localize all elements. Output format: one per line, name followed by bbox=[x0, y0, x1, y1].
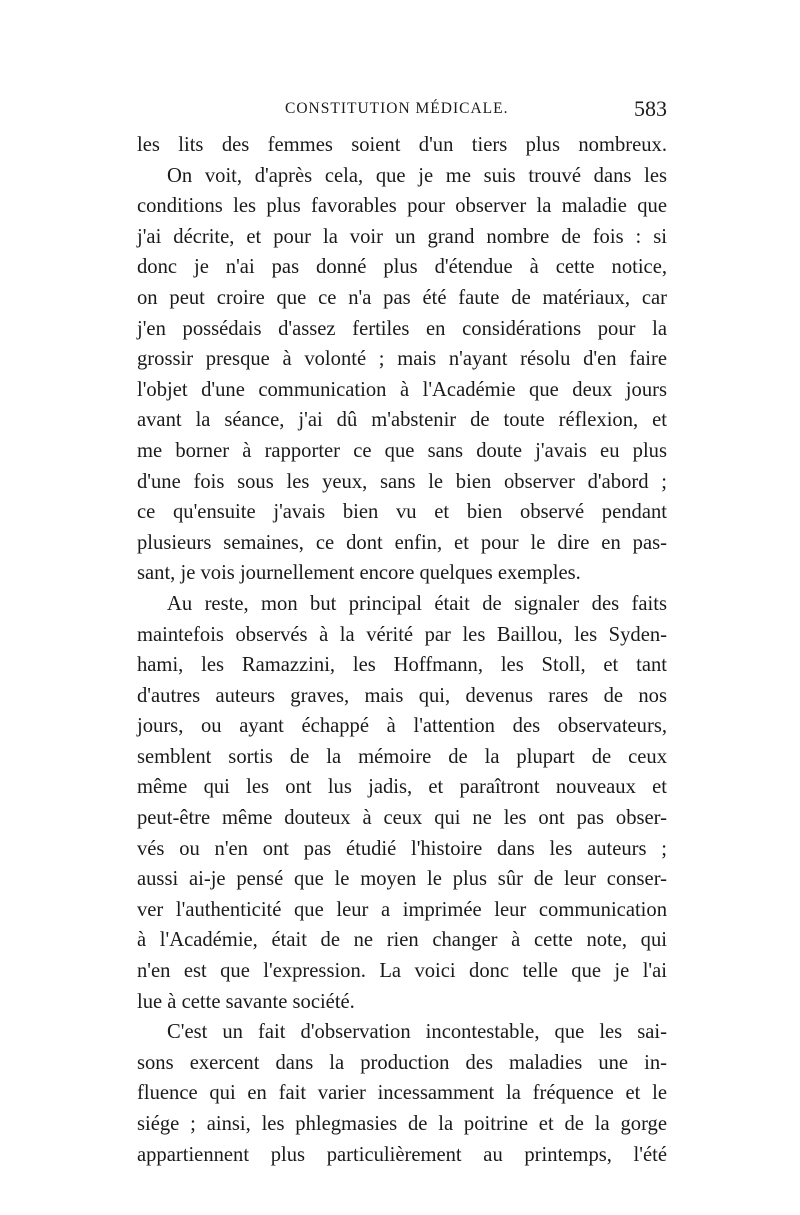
body-text bbox=[137, 130, 667, 1170]
text-line: ce qu'ensuite j'avais bien vu et bien observé pendant bbox=[137, 501, 667, 524]
text-line: sons exercent dans la production des maladies une in- bbox=[137, 1051, 667, 1074]
text-line: peut-être même douteux à ceux qui ne les ont pas obser- bbox=[137, 807, 667, 830]
text-line: fluence qui en fait varier incessamment la fréquence et le bbox=[137, 1082, 667, 1105]
text-line: même qui les ont lus jadis, et paraîtront nouveaux et bbox=[137, 776, 667, 799]
text-line: jours, ou ayant échappé à l'attention des observateurs, bbox=[137, 715, 667, 738]
text-line: j'ai décrite, et pour la voir un grand nombre de fois : si bbox=[137, 225, 667, 248]
text-line: plusieurs semaines, ce dont enfin, et pour le dire en pas- bbox=[137, 531, 667, 554]
text-line: C'est un fait d'observation incontestable, que les sai- bbox=[167, 1021, 667, 1044]
text-line: les lits des femmes soient d'un tiers plus nombreux. bbox=[137, 134, 667, 156]
text-line: aussi ai-je pensé que le moyen le plus sûr de leur conser- bbox=[137, 868, 667, 891]
text-line: maintefois observés à la vérité par les Baillou, les Syden- bbox=[137, 623, 667, 646]
text-line: semblent sortis de la mémoire de la plupart de ceux bbox=[137, 745, 667, 768]
text-line: vés ou n'en ont pas étudié l'histoire dans les auteurs ; bbox=[137, 837, 667, 860]
text-line: donc je n'ai pas donné plus d'étendue à cette notice, bbox=[137, 256, 667, 279]
text-line: hami, les Ramazzini, les Hoffmann, les Stoll, et tant bbox=[137, 654, 667, 677]
page-header bbox=[137, 96, 667, 126]
text-line: Au reste, mon but principal était de signaler des faits bbox=[167, 592, 667, 615]
text-line: appartiennent plus particulièrement au printemps, l'été bbox=[137, 1143, 667, 1166]
text-line: d'une fois sous les yeux, sans le bien observer d'abord ; bbox=[137, 470, 667, 493]
text-line: siége ; ainsi, les phlegmasies de la poitrine et de la gorge bbox=[137, 1113, 667, 1135]
text-line: l'objet d'une communication à l'Académie que deux jours bbox=[137, 378, 667, 401]
text-line: On voit, d'après cela, que je me suis trouvé dans les bbox=[167, 164, 667, 187]
text-line: conditions les plus favorables pour observer la maladie que bbox=[137, 195, 667, 218]
page-number: 583 bbox=[634, 96, 667, 121]
text-line: sant, je vois journellement encore quelques exemples. bbox=[137, 562, 581, 585]
text-line: ver l'authenticité que leur a imprimée leur communication bbox=[137, 898, 667, 921]
text-line: avant la séance, j'ai dû m'abstenir de toute réflexion, et bbox=[137, 409, 667, 432]
text-line: me borner à rapporter ce que sans doute j'avais eu plus bbox=[137, 439, 667, 462]
text-line: n'en est que l'expression. La voici donc telle que je l'ai bbox=[137, 960, 667, 983]
text-line: d'autres auteurs graves, mais qui, devenus rares de nos bbox=[137, 684, 667, 707]
text-line: on peut croire que ce n'a pas été faute de matériaux, car bbox=[137, 286, 667, 309]
text-line: j'en possédais d'assez fertiles en considérations pour la bbox=[137, 317, 667, 340]
text-line: lue à cette savante société. bbox=[137, 990, 355, 1013]
running-head: CONSTITUTION MÉDICALE. bbox=[285, 100, 509, 117]
text-line: grossir presque à volonté ; mais n'ayant résolu d'en faire bbox=[137, 348, 667, 371]
text-line: à l'Académie, était de ne rien changer à cette note, qui bbox=[137, 929, 667, 952]
